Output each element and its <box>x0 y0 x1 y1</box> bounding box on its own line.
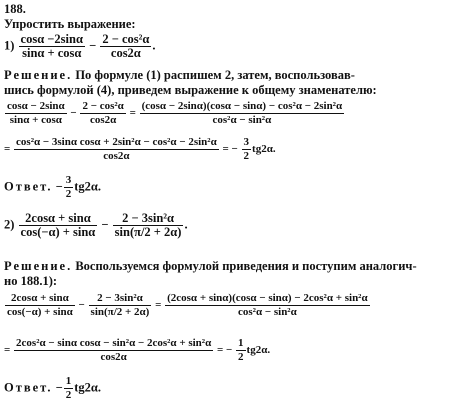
part1-expression: 1) $\frac{\cos\alpha -2\sin\alpha}{\sin\alpha + \cos\alpha}$ − $\frac{\text{2 − cos²α}}{\cos 2\alpha}$ . <box>4 32 156 60</box>
problem-number: 188. <box>4 2 26 16</box>
part2-step2: = $\frac{\text{2cos²α − sinα cosα − sin²α − 2cos²α + sin²α}}{\cos 2\alpha}$ = − $\frac{1}{2}$ tg2α. <box>4 337 271 363</box>
part1-fraction-2: $\frac{\text{2 − cos²α}}{\cos 2\alpha}$ <box>102 32 150 60</box>
part2-label: 2) <box>4 217 15 232</box>
part2-expression: 2) $\frac{2\cos\alpha + \sin\alpha}{\cos(-\alpha) + \sin\alpha}$ − $\frac{\text{2 − 3sin²α}}{\sin(\pi/2 + 2\alpha)}$ . <box>4 211 188 239</box>
part2-solution-line1: Решение. Воспользуемся формулой приведения и поступим аналогич- <box>4 259 417 273</box>
part2-answer: Ответ. − $\frac{1}{2}$ tg2α. <box>4 375 102 401</box>
part2-solution-line2: но 188.1): <box>4 274 58 288</box>
part1-label: 1) <box>4 38 15 53</box>
part1-solution-line2: шись формулой (4), приведем выражение к общему знаменателю: <box>4 83 377 97</box>
problem-task: Упростить выражение: <box>4 17 136 31</box>
part1-step2: = $\frac{\text{cos²α − 3sinα cosα + 2sin²α − cos²α − 2sin²α}}{\cos 2\alpha}$ = − $\frac{3}{2}$ tg2α. <box>4 136 276 162</box>
part1-solution-line1: Решение. По формуле (1) распишем 2, затем, воспользовав- <box>4 68 355 82</box>
part2-step1: $\frac{2\cos\alpha + \sin\alpha}{\cos(-\alpha) + \sin\alpha}$ − $\frac{\text{2 − 3sin²α}}{\sin(\pi/2 + 2\alpha)}$ = $\frac{\text{(2cosα + sinα)(cosα − sinα) − 2cos²α + sin²α}}{\text{cos²α − sin²α}}$ <box>7 292 368 318</box>
part1-fraction-1: $\frac{\cos\alpha -2\sin\alpha}{\sin\alpha + \cos\alpha}$ <box>20 32 83 60</box>
part1-step1: $\frac{\cos\alpha - 2\sin\alpha}{\sin\alpha + \cos\alpha}$ − $\frac{\text{2 − cos²α}}{\cos 2\alpha}$ = $\frac{\text{(cosα − 2sinα)(cosα − sinα) − cos²α − 2sin²α}}{\text{cos²α − sin²α}}$ <box>7 100 343 126</box>
part1-answer: Ответ. − $\frac{3}{2}$ tg2α. <box>4 174 102 200</box>
